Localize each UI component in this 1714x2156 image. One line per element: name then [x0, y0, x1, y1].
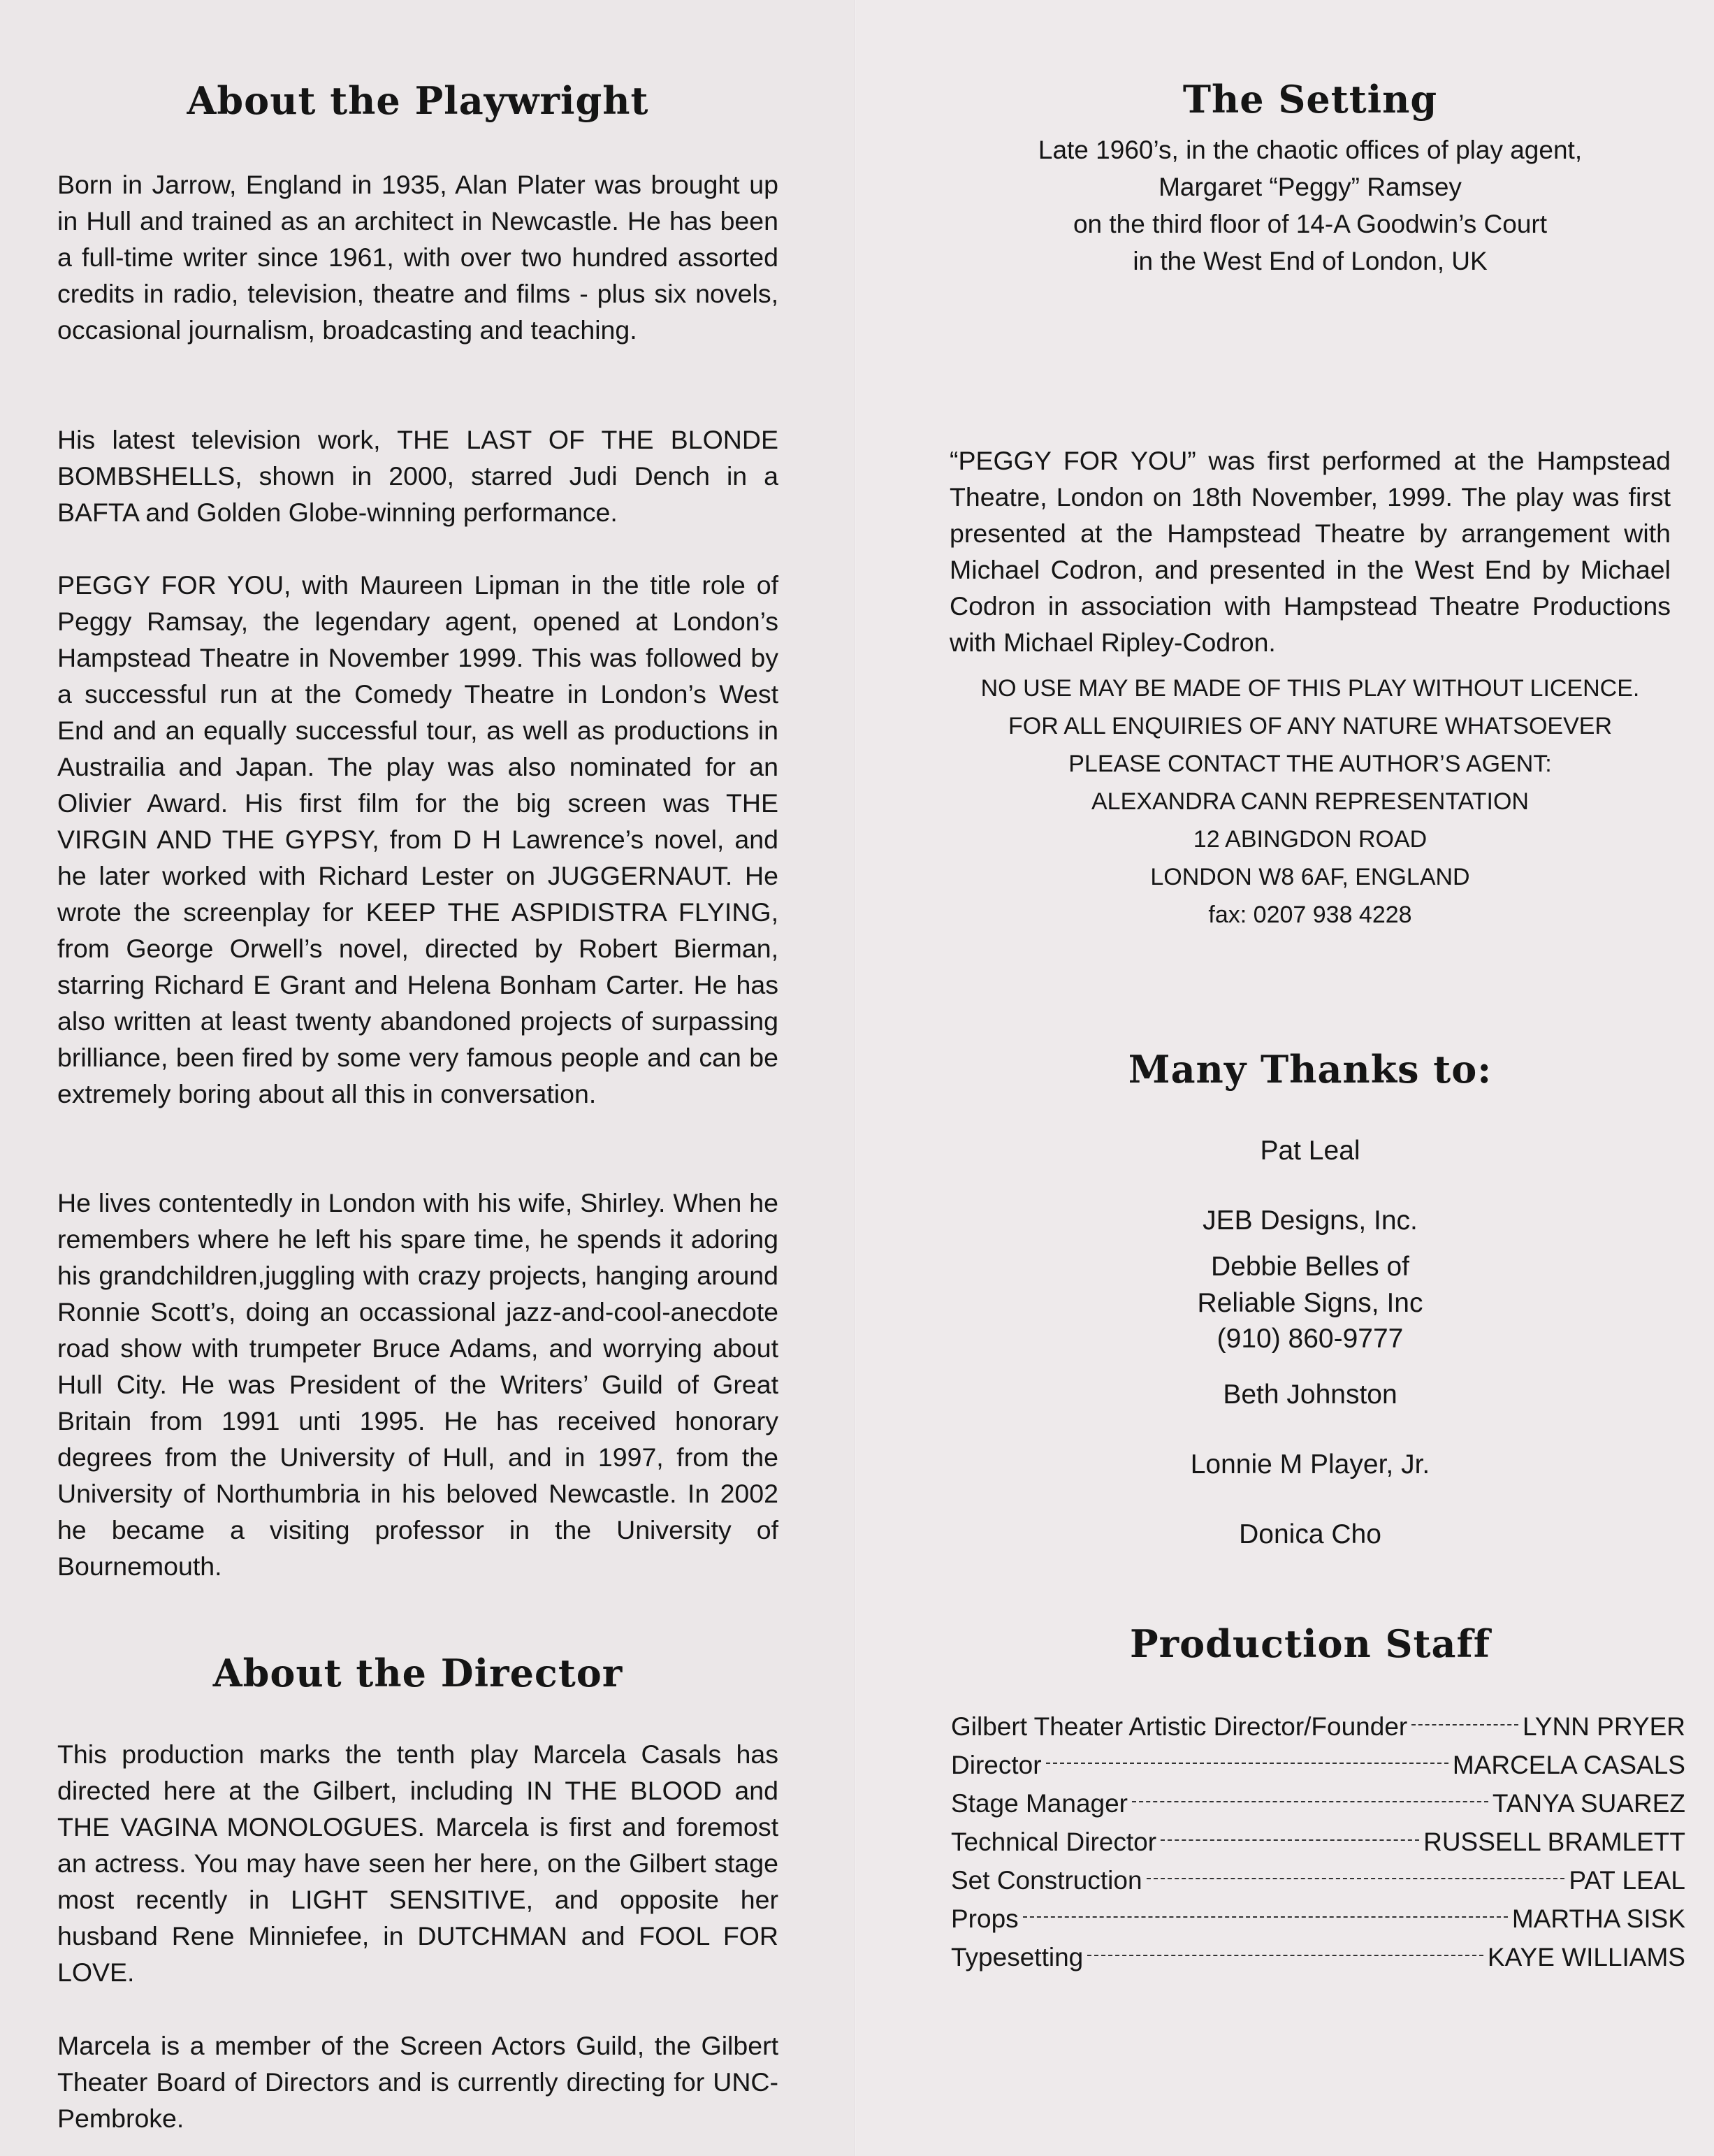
- staff-name: MARTHA SISK: [1511, 1904, 1685, 1933]
- leader-line: [1023, 1916, 1508, 1918]
- setting-line: Late 1960’s, in the chaotic offices of play agent,: [1038, 136, 1583, 164]
- thanks-entry: (910) 860-9777: [1216, 1324, 1404, 1354]
- leader-line: [1411, 1724, 1518, 1725]
- playwright-paragraph-1: Born in Jarrow, England in 1935, Alan Plater was brought up in Hull and trained as an architect in Newcastle. He has been a full-time writer since 1961, with over two hundred assorted credits in radio, television, theatre and films - plus six novels, occasional journalism, broadcasting and teaching.: [57, 170, 778, 345]
- staff-row: [951, 1784, 1685, 1823]
- notice-line: ALEXANDRA CANN REPRESENTATION: [1091, 788, 1529, 815]
- staff-name: LYNN PRYER: [1522, 1712, 1685, 1741]
- staff-role: Props: [951, 1904, 1019, 1933]
- leader-line: [1147, 1878, 1565, 1879]
- staff-role: Stage Manager: [951, 1789, 1128, 1818]
- leader-line: [1132, 1801, 1488, 1802]
- notice-line: fax: 0207 938 4228: [1208, 902, 1412, 928]
- playwright-heading: About the Playwright: [187, 78, 649, 123]
- left-page: [0, 0, 856, 2156]
- licence-notice: [952, 670, 1669, 934]
- staff-role: Director: [951, 1751, 1042, 1779]
- staff-role: Set Construction: [951, 1866, 1142, 1895]
- thanks-entry: Reliable Signs, Inc: [1197, 1288, 1423, 1318]
- staff-list: [951, 1707, 1685, 1976]
- staff-row: [951, 1861, 1685, 1900]
- thanks-entry: Debbie Belles of: [1210, 1252, 1409, 1282]
- director-heading: About the Director: [212, 1651, 623, 1695]
- director-paragraph-1: This production marks the tenth play Marcela Casals has directed here at the Gilbert, including IN THE BLOOD and THE VAGINA MONOLOGUES. Marcela is first and foremost an actress. You may have seen her here, on the Gilbert stage most recently in LIGHT SENSITIVE, and opposite her husband Rene Minniefee, in DUTCHMAN and FOOL FOR LOVE.: [57, 1739, 778, 1987]
- setting-line: Margaret “Peggy” Ramsey: [1159, 173, 1462, 201]
- leader-line: [1161, 1839, 1419, 1841]
- notice-line: LONDON W8 6AF, ENGLAND: [1150, 864, 1470, 890]
- staff-name: PAT LEAL: [1569, 1866, 1685, 1895]
- director-paragraph-2: Marcela is a member of the Screen Actors Guild, the Gilbert Theater Board of Directors and is currently directing for UNC-Pembroke.: [57, 2031, 778, 2133]
- staff-row: [951, 1707, 1685, 1746]
- staff-row: [951, 1938, 1685, 1976]
- playwright-paragraph-4: He lives contentedly in London with his wife, Shirley. When he remembers where he left his spare time, he spends it adoring his grandchildren,juggling with crazy projects, hanging around Ronnie Scott’s, doing an occassional jazz-and-cool-anecdote road show with trumpeter Bruce Adams, and worrying about Hull City. He was President of the Writers’ Guild of Great Britain from 1991 unti 1995. He has received honorary degrees from the University of Hull, and in 1997, from the University of Northumbria in his beloved Newcastle. In 2002 he became a visiting professor in the University of Bournemouth.: [57, 1188, 778, 1581]
- notice-line: NO USE MAY BE MADE OF THIS PLAY WITHOUT LICENCE.: [980, 675, 1640, 702]
- leader-line: [1087, 1955, 1483, 1956]
- setting-line: on the third floor of 14-A Goodwin’s Court: [1073, 210, 1548, 238]
- staff-role: Technical Director: [951, 1828, 1157, 1856]
- notice-line: PLEASE CONTACT THE AUTHOR’S AGENT:: [1068, 751, 1552, 777]
- premiere-paragraph: “PEGGY FOR YOU” was first performed at the Hampstead Theatre, London on 18th November, 1999. The play was first presented at the Hampstead Theatre by arrangement with Michael Codron, and presented in the West End by Michael Codron in association with Hampstead Theatre Productions with Michael Ripley-Codron.: [950, 446, 1671, 657]
- staff-role: Gilbert Theater Artistic Director/Founder: [951, 1712, 1408, 1741]
- setting-line: in the West End of London, UK: [1133, 247, 1488, 275]
- thanks-entry: Beth Johnston: [1223, 1380, 1397, 1410]
- playwright-paragraph-2: His latest television work, THE LAST OF THE BLONDE BOMBSHELLS, shown in 2000, starred Judi Dench in a BAFTA and Golden Globe-winning performance.: [57, 425, 778, 527]
- staff-name: KAYE WILLIAMS: [1487, 1943, 1685, 1971]
- setting-description: [952, 131, 1669, 280]
- thanks-entry: Lonnie M Player, Jr.: [1190, 1449, 1430, 1479]
- staff-name: TANYA SUAREZ: [1492, 1789, 1685, 1818]
- leader-line: [1046, 1763, 1448, 1764]
- thanks-entry: Donica Cho: [1239, 1519, 1381, 1549]
- thanks-entry: Pat Leal: [1260, 1136, 1360, 1166]
- staff-row: [951, 1900, 1685, 1938]
- thanks-entry: JEB Designs, Inc.: [1203, 1206, 1418, 1236]
- staff-row: [951, 1746, 1685, 1784]
- staff-name: RUSSELL BRAMLETT: [1423, 1828, 1685, 1856]
- staff-row: [951, 1823, 1685, 1861]
- staff-role: Typesetting: [951, 1943, 1084, 1971]
- right-page: [856, 0, 1714, 2156]
- playwright-paragraph-3: PEGGY FOR YOU, with Maureen Lipman in the title role of Peggy Ramsay, the legendary agent, opened at London’s Hampstead Theatre in November 1999. This was followed by a successful run at the Comedy Theatre in London’s West End and an equally successful tour, as well as productions in Austrailia and Japan. The play was also nominated for an Olivier Award. His first film for the big screen was THE VIRGIN AND THE GYPSY, from D H Lawrence’s novel, and he later worked with Richard Lester on JUGGERNAUT. He wrote the screenplay for KEEP THE ASPIDISTRA FLYING, from George Orwell’s novel, directed by Robert Bierman, starring Richard E Grant and Helena Bonham Carter. He has also written at least twenty abandoned projects of surpassing brilliance, been fired by some very famous people and can be extremely boring about all this in conversation.: [57, 570, 778, 1108]
- setting-heading: The Setting: [1182, 77, 1438, 122]
- staff-name: MARCELA CASALS: [1452, 1751, 1685, 1779]
- thanks-heading: Many Thanks to:: [1128, 1047, 1493, 1092]
- notice-line: 12 ABINGDON ROAD: [1193, 826, 1428, 853]
- notice-line: FOR ALL ENQUIRIES OF ANY NATURE WHATSOEVER: [1008, 713, 1612, 739]
- staff-heading: Production Staff: [1130, 1621, 1490, 1666]
